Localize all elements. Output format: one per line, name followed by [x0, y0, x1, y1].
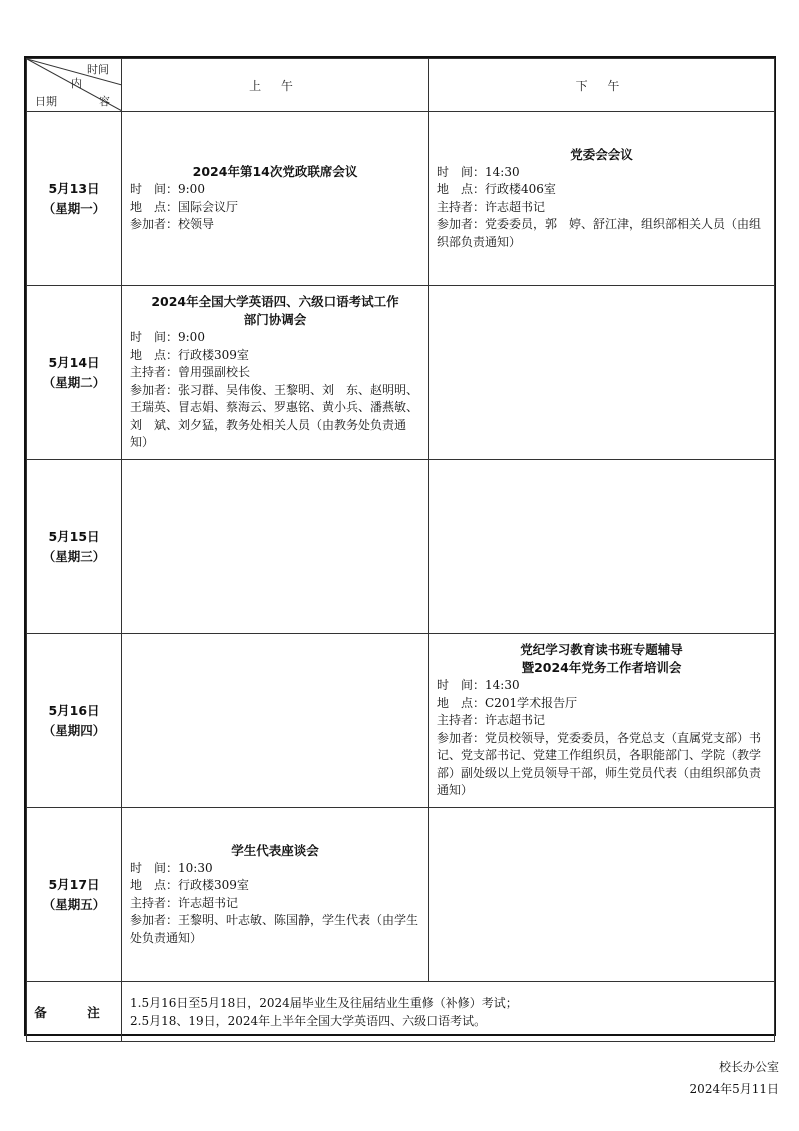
event-time: 时 间：10:30: [130, 860, 213, 875]
schedule-sheet: [24, 56, 776, 1036]
note-line: 2.5月18、19日，2024年上半年全国大学英语四、六级口语考试。: [130, 1013, 487, 1028]
date-label: 5月13日: [48, 180, 100, 196]
date-cell: [27, 286, 122, 460]
afternoon-header: 下 午: [429, 59, 775, 112]
event-attendees: 参加者：党员校领导，党委委员，各党总支（直属党支部）书记、党支部书记、党建工作组织员，各职能部门、学院（教学部）副处级以上党员领导干部，师生党员代表（由组织部负责通知）: [437, 730, 762, 798]
event-title-line2: 部门协调会: [243, 312, 307, 328]
weekday-label: （星期三）: [42, 548, 106, 564]
notes-cell: [122, 982, 775, 1042]
event-location: 地 点：行政楼309室: [130, 878, 249, 893]
event-attendees: 参加者：校领导: [130, 217, 215, 232]
event-location: 地 点：行政楼309室: [130, 347, 249, 362]
date-label: 5月15日: [48, 528, 100, 544]
morning-cell: [122, 286, 429, 460]
event-host: 主持者：许志超书记: [130, 895, 239, 910]
afternoon-cell: [429, 286, 775, 460]
date-cell: [27, 112, 122, 286]
event-time: 时 间：14:30: [437, 164, 520, 179]
event-time: 时 间：14:30: [437, 678, 520, 693]
note-line: 1.5月16日至5月18日，2024届毕业生及往届结业生重修（补修）考试；: [130, 995, 518, 1010]
date-cell: [27, 808, 122, 982]
morning-cell: [122, 808, 429, 982]
event-time: 时 间：9:00: [130, 330, 205, 345]
event-block: [429, 140, 774, 258]
event-title: 2024年第14次党政联席会议: [192, 164, 358, 180]
event-title: 学生代表座谈会: [231, 842, 319, 858]
event-location: 地 点：行政楼406室: [437, 182, 556, 197]
weekday-label: （星期五）: [42, 896, 106, 912]
event-title-line2: 暨2024年党务工作者培训会: [521, 660, 682, 676]
day-row: [27, 460, 775, 634]
diagonal-header-cell: [27, 59, 122, 112]
event-title: 党纪学习教育读书班专题辅导: [520, 642, 683, 658]
event-title: 2024年全国大学英语四、六级口语考试工作: [151, 294, 399, 310]
afternoon-cell: [429, 460, 775, 634]
event-title: 党委会会议: [570, 146, 633, 162]
morning-cell: [122, 460, 429, 634]
event-attendees: 参加者：王黎明、叶志敏、陈国静，学生代表（由学生处负责通知）: [130, 913, 419, 945]
date-label: 5月17日: [48, 876, 100, 892]
event-attendees: 参加者：党委委员，郭 婷、舒江津，组织部相关人员（由组织部负责通知）: [437, 217, 762, 249]
date-label: 5月14日: [48, 354, 100, 370]
footer-date: 2024年5月11日: [689, 1082, 779, 1096]
weekday-label: （星期二）: [42, 374, 106, 390]
event-attendees: 参加者：张习群、吴伟俊、王黎明、刘 东、赵明明、王瑞英、冒志娟、蔡海云、罗惠铭、黄小兵、潘燕敏、刘 斌、刘夕猛，教务处相关人员（由教务处负责通知）: [130, 382, 419, 450]
event-block: [122, 836, 428, 954]
notes-label: 备 注: [27, 982, 122, 1042]
event-location: 地 点：C201学术报告厅: [437, 695, 578, 710]
event-block: [122, 157, 428, 240]
day-row: [27, 112, 775, 286]
diag-time-label: 时间: [87, 63, 109, 76]
afternoon-cell: [429, 634, 775, 808]
day-row: [27, 286, 775, 460]
day-row: [27, 634, 775, 808]
header-row: [27, 59, 775, 112]
morning-header: 上 午: [122, 59, 429, 112]
diag-date-label: 日期: [35, 95, 57, 108]
date-cell: [27, 634, 122, 808]
day-row: [27, 808, 775, 982]
event-block: [122, 287, 428, 458]
afternoon-cell: [429, 112, 775, 286]
footer-office: 校长办公室: [718, 1060, 779, 1074]
event-host: 主持者：曾用强副校长: [130, 365, 251, 380]
afternoon-cell: [429, 808, 775, 982]
event-block: [429, 635, 774, 806]
schedule-table: [26, 58, 775, 1042]
diag-content-bottom-label: 容: [99, 95, 110, 108]
diag-content-top-label: 内: [71, 77, 82, 90]
weekday-label: （星期四）: [42, 722, 106, 738]
weekday-label: （星期一）: [42, 200, 106, 216]
event-host: 主持者：许志超书记: [437, 199, 546, 214]
event-location: 地 点：国际会议厅: [130, 199, 239, 214]
date-cell: [27, 460, 122, 634]
morning-cell: [122, 112, 429, 286]
event-host: 主持者：许志超书记: [437, 713, 546, 728]
date-label: 5月16日: [48, 702, 100, 718]
morning-cell: [122, 634, 429, 808]
notes-row: [27, 982, 775, 1042]
event-time: 时 间：9:00: [130, 182, 205, 197]
